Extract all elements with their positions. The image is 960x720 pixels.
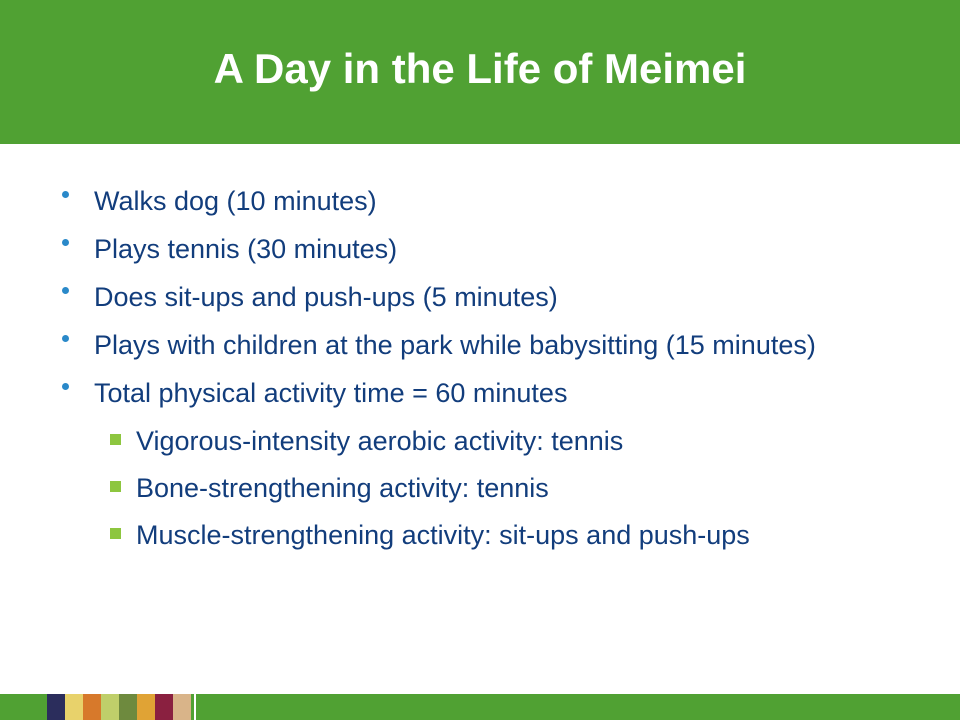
bullet-item xyxy=(56,234,916,265)
bullet-dot-icon xyxy=(62,191,69,198)
bullet-item xyxy=(56,186,916,217)
footer-swatch xyxy=(173,694,191,720)
sub-bullet-text: Bone-strengthening activity: tennis xyxy=(136,473,549,503)
bullet-list xyxy=(56,186,916,568)
sub-bullet-item xyxy=(94,473,916,504)
footer-swatch xyxy=(101,694,119,720)
sub-bullet-text: Vigorous-intensity aerobic activity: tennis xyxy=(136,426,624,456)
sub-bullet-text: Muscle-strengthening activity: sit-ups and push-ups xyxy=(136,520,750,550)
footer-color-swatches xyxy=(47,694,191,720)
sub-bullet-list xyxy=(94,426,916,551)
bullet-text: Total physical activity time = 60 minutes xyxy=(94,378,568,408)
bullet-text: Does sit-ups and push-ups (5 minutes) xyxy=(94,282,558,312)
footer-swatch xyxy=(155,694,173,720)
footer-swatch xyxy=(83,694,101,720)
bullet-text: Plays tennis (30 minutes) xyxy=(94,234,398,264)
slide-title: A Day in the Life of Meimei xyxy=(213,45,747,92)
footer-swatch xyxy=(65,694,83,720)
bullet-text: Walks dog (10 minutes) xyxy=(94,186,377,216)
footer-swatch xyxy=(47,694,65,720)
sub-bullet-item xyxy=(94,426,916,457)
bullet-item xyxy=(56,282,916,313)
bullet-square-icon xyxy=(110,434,121,445)
bullet-item xyxy=(56,330,916,361)
bullet-dot-icon xyxy=(62,383,69,390)
bullet-square-icon xyxy=(110,481,121,492)
bullet-text: Plays with children at the park while babysitting (15 minutes) xyxy=(94,330,816,360)
bullet-dot-icon xyxy=(62,239,69,246)
bullet-item xyxy=(56,378,916,551)
bullet-dot-icon xyxy=(62,335,69,342)
footer-divider xyxy=(194,694,196,720)
footer-swatch xyxy=(119,694,137,720)
sub-bullet-item xyxy=(94,520,916,551)
bullet-dot-icon xyxy=(62,287,69,294)
bullet-square-icon xyxy=(110,528,121,539)
footer-swatch xyxy=(137,694,155,720)
